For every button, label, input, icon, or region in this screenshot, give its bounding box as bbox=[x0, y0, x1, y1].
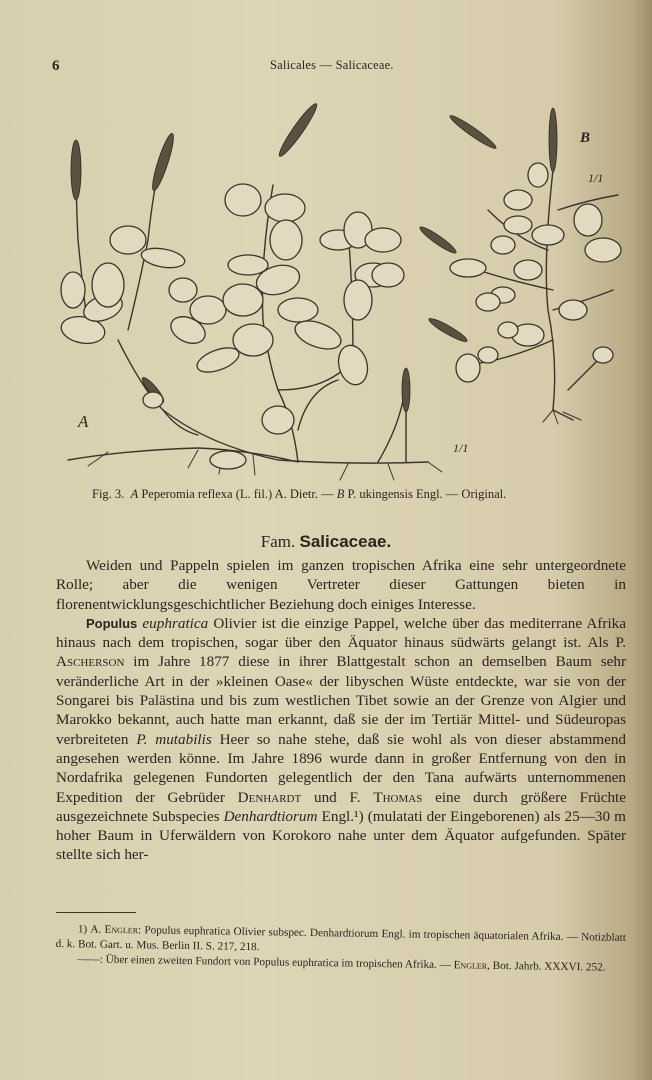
footnote-author: A. Engler: bbox=[90, 923, 142, 937]
leaves bbox=[59, 163, 621, 469]
text-run: Olivier ist die einzige Pappel, welche über das mediterrane Afrika hinaus nach dem tropischen, sogar über den Äquator hinaus südwärts gelangt ist. Als P. bbox=[56, 614, 627, 652]
species-name: euphratica bbox=[142, 614, 209, 632]
botanical-illustration bbox=[48, 90, 628, 490]
panel-b-label: B bbox=[580, 130, 591, 146]
family-name: Salicaceae. bbox=[299, 532, 392, 551]
figure-caption bbox=[92, 487, 612, 502]
scale-a: 1/1 bbox=[453, 441, 469, 455]
page-number: 6 bbox=[52, 58, 60, 74]
person-name: Ascherson bbox=[56, 653, 125, 671]
subspecies-name: Denhardtiorum bbox=[223, 807, 318, 825]
footnote-rule bbox=[56, 912, 136, 913]
person-name: Thomas bbox=[373, 788, 423, 806]
text-run: Heer so nahe stehe, daß sie wohl als von dieser abstammend angesehen werden könne. Im Jahre 1896 wurde dann in großer Entfernung von den in Nordafrika gelegenen Fundorten gelegentlich der den Tana aufwärts unternommenen Expedition der Gebrüder bbox=[56, 730, 627, 806]
footnote-text: Populus euphratica Olivier subspec. Denhardtiorum Engl. im tropischen äquatorialen Afrika. — Notizblatt d. k. Bot. Gart. u. Mus. Berlin II. S. 217, 218. bbox=[55, 924, 626, 954]
plant-drawing bbox=[48, 90, 628, 490]
heading-prefix: Fam. bbox=[260, 532, 296, 551]
footnote-author: Engler, bbox=[453, 959, 491, 972]
caption-b: B bbox=[336, 487, 345, 501]
fossil-species: P. mutabilis bbox=[136, 730, 212, 748]
body-text bbox=[56, 556, 626, 865]
paragraph-2 bbox=[56, 614, 626, 865]
footnote-text: Bot. Jahrb. XXXVI. 252. bbox=[492, 959, 606, 974]
running-head: Salicales — Salicaceae. bbox=[270, 58, 394, 72]
panel-a-label: A bbox=[78, 412, 89, 431]
flower-spike bbox=[71, 140, 81, 200]
text-run: und F. bbox=[313, 788, 361, 806]
caption-prefix: Fig. 3. bbox=[92, 487, 125, 501]
footnote-marker: 1) bbox=[77, 923, 88, 936]
caption-a: A bbox=[130, 487, 139, 501]
text-run: eine durch größere Früchte ausgezeichnete Subspecies bbox=[56, 788, 627, 825]
person-name: Denhardt bbox=[237, 788, 302, 806]
footnotes bbox=[55, 922, 626, 976]
footnote-text: ——: Über einen zweiten Fundort von Populus euphratica im tropischen Afrika. — bbox=[77, 953, 451, 972]
caption-b-text: P. ukingensis Engl. — Original. bbox=[347, 487, 507, 501]
stem-a bbox=[118, 340, 198, 435]
text-run: im Jahre 1877 diese in ihrer Blattgestalt schon an demselben Baum sehr veränderliche Art in der »kleinen Oase« der libyschen Wüste entdeckte, war sie von der Songarei bis Palästina und bis zum westlichen Tibet sowie an der Grenze von Algier und Marokko bekannt, auch hatte man erkannt, daß sie der im Tertiär Mittel- und Südeuropas verbreiteten bbox=[56, 653, 627, 748]
section-heading bbox=[0, 532, 652, 552]
paragraph-1: Weiden und Pappeln spielen im ganzen tropischen Afrika eine sehr untergeordnete Rolle; aber die wenigen Vertreter dieser Gattungen bieten in florenentwicklungsgeschichtlicher Beziehung doch einiges Interesse. bbox=[56, 557, 626, 613]
scale-b: 1/1 bbox=[588, 171, 604, 185]
caption-a-text: Peperomia reflexa (L. fil.) A. Dietr. — bbox=[141, 487, 334, 501]
genus-name: Populus bbox=[86, 615, 138, 631]
text-run: Engl.¹) (mulatati der Eingeborenen) als 25—30 m hoher Baum in Uferwäldern von Korokoro nahe unter dem Äquator aufgefunden. Später stellte sich her- bbox=[56, 807, 626, 864]
